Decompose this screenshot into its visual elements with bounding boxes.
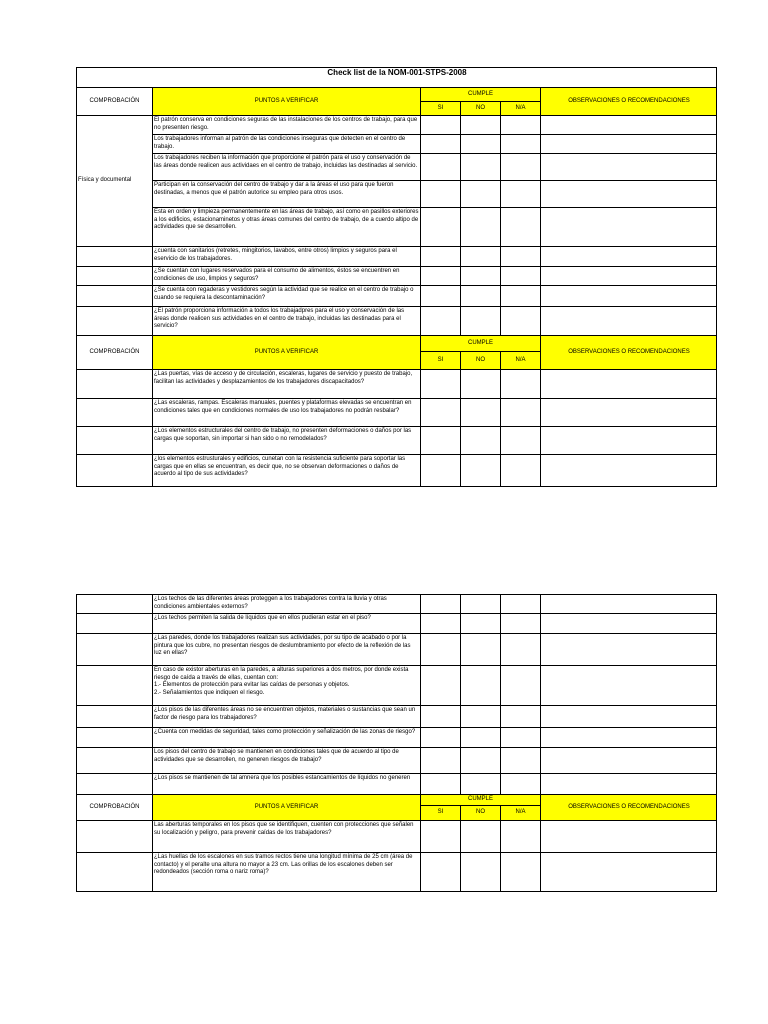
si-cell[interactable]	[420, 306, 460, 335]
comprobacion-cell	[76, 747, 152, 773]
na-cell[interactable]	[500, 134, 540, 153]
cumple-header: CUMPLE	[420, 87, 540, 101]
observaciones-cell[interactable]	[540, 180, 717, 207]
na-cell[interactable]	[500, 594, 540, 613]
question-text: ¿Los pisos de las diferentes áreas no se encuentren objetos, materiales o sustancias que sean un factor de riesgo para los trabajadores?	[152, 705, 420, 727]
question-text: ¿Se cuenta con regaderas y vestidores según la actividad que se realice en el centro de trabajo o cuando se requiera la descontaminación?	[152, 285, 420, 306]
no-header: NO	[460, 805, 500, 820]
observaciones-header: OBSERVACIONES O RECOMENDACIONES	[540, 335, 717, 369]
question-text: ¿Las paredes, donde los trabajadores realizan sus actividades, por su tipo de acabado o por la pintura que los cubre, no presentan riesgos de deslumbramiento por efecto de la reflexión de las luz en ellas?	[152, 633, 420, 665]
comprobacion-cell	[76, 426, 152, 454]
si-cell[interactable]	[420, 207, 460, 246]
no-cell[interactable]	[460, 613, 500, 633]
no-cell[interactable]	[460, 266, 500, 285]
no-cell[interactable]	[460, 115, 500, 134]
question-text: Participan en la conservación del centro de trabajo y dar a la áreas el uso para que fueron destinadas, a menos que el patrón autorice su empleo para otros usos.	[152, 180, 420, 207]
comprobacion-cell	[76, 246, 152, 266]
no-cell[interactable]	[460, 153, 500, 180]
no-cell[interactable]	[460, 246, 500, 266]
na-cell[interactable]	[500, 426, 540, 454]
na-cell[interactable]	[500, 727, 540, 747]
cumple-header: CUMPLE	[420, 794, 540, 805]
question-text: ¿Los pisos se mantienen de tal amnera que los posibles estancamientos de líquidos no generen	[152, 773, 420, 794]
question-text: ¿los elementos estrusturales y edificios, cunetan con la resistencia suficiente para soportar las cargas que en ellas se encuentran, es decir que, no se observan deformaciones o daños de acuerdo al tipo de sus actividades?	[152, 454, 420, 487]
na-cell[interactable]	[500, 285, 540, 306]
na-cell[interactable]	[500, 398, 540, 426]
question-text: Las aberturas temporales en los pisos que se identifiquen, cuenten con protecciones que señalen su localización y peligro, para prevenir caídas de los trabajadores?	[152, 820, 420, 852]
si-cell[interactable]	[420, 398, 460, 426]
observaciones-cell[interactable]	[540, 633, 717, 665]
na-cell[interactable]	[500, 613, 540, 633]
question-text: Esta en orden y limpieza permanentemente en las áreas de trabajo, así como en pasillos exteriores a los edificios, estacionaminetos y otras áreas comunes del centro de trabajo, de a cuerdo altipo de actividades que se desarrollen.	[152, 207, 420, 246]
si-cell[interactable]	[420, 665, 460, 705]
question-text: ¿cuenta con sanitarios (retretes, mingitorios, lavabos, entre otros) limpios y seguros para el eservicio de los trabajadores.	[152, 246, 420, 266]
na-cell[interactable]	[500, 246, 540, 266]
si-cell[interactable]	[420, 727, 460, 747]
observaciones-cell[interactable]	[540, 153, 717, 180]
no-cell[interactable]	[460, 454, 500, 487]
si-cell[interactable]	[420, 454, 460, 487]
si-header: SI	[420, 351, 460, 369]
si-cell[interactable]	[420, 773, 460, 794]
no-cell[interactable]	[460, 852, 500, 892]
observaciones-cell[interactable]	[540, 773, 717, 794]
no-cell[interactable]	[460, 207, 500, 246]
si-cell[interactable]	[420, 705, 460, 727]
si-cell[interactable]	[420, 594, 460, 613]
cumple-header: CUMPLE	[420, 335, 540, 351]
question-text: Los pisos del centro de trabajo se mantienen en condiciones tales que de acuerdo al tipo de actividades que se desarrollen, no generen riesgos de trabajo?	[152, 747, 420, 773]
comprobacion-cell	[76, 398, 152, 426]
na-cell[interactable]	[500, 153, 540, 180]
comprobacion-header: COMPROBACIÓN	[76, 794, 152, 820]
na-cell[interactable]	[500, 180, 540, 207]
observaciones-cell[interactable]	[540, 594, 717, 613]
comprobacion-cell	[76, 820, 152, 852]
na-cell[interactable]	[500, 705, 540, 727]
no-cell[interactable]	[460, 705, 500, 727]
no-header: NO	[460, 351, 500, 369]
question-text: ¿Los elementos estructurales del centro de trabajo, no presenten deformaciones o daños por las cargas que soportan, sin importar si han sido o no remodelados?	[152, 426, 420, 454]
na-cell[interactable]	[500, 369, 540, 398]
question-text: Los trabajadores reciben la información que proporcione el patrón para el uso y conservación de las áreas donde realicen aus actividaes en el centro de trabajo, incluidas las destinadas al servicio.	[152, 153, 420, 180]
comprobacion-cell	[76, 613, 152, 633]
observaciones-cell[interactable]	[540, 266, 717, 285]
na-header: N/A	[500, 351, 540, 369]
comprobacion-cell	[76, 852, 152, 892]
si-cell[interactable]	[420, 852, 460, 892]
observaciones-cell[interactable]	[540, 306, 717, 335]
comprobacion-cell	[76, 705, 152, 727]
no-cell[interactable]	[460, 180, 500, 207]
comprobacion-cell	[76, 369, 152, 398]
question-text: El patrón conserva en condiciones seguras de las instalaciones de los centros de trabajo, para que no presenten riesgo.	[152, 115, 420, 134]
observaciones-cell[interactable]	[540, 454, 717, 487]
observaciones-cell[interactable]	[540, 285, 717, 306]
na-cell[interactable]	[500, 454, 540, 487]
observaciones-cell[interactable]	[540, 134, 717, 153]
no-cell[interactable]	[460, 398, 500, 426]
observaciones-cell[interactable]	[540, 369, 717, 398]
no-cell[interactable]	[460, 134, 500, 153]
na-cell[interactable]	[500, 207, 540, 246]
observaciones-cell[interactable]	[540, 115, 717, 134]
comprobacion-cell	[76, 773, 152, 794]
no-cell[interactable]	[460, 727, 500, 747]
na-cell[interactable]	[500, 747, 540, 773]
question-text: Los trabajadores informan al patrón de las condiciones inseguras que detecten en el centro de trabajo.	[152, 134, 420, 153]
comprobacion-cell	[76, 454, 152, 487]
na-cell[interactable]	[500, 306, 540, 335]
checklist-title	[76, 67, 717, 87]
si-cell[interactable]	[420, 633, 460, 665]
observaciones-cell[interactable]	[540, 246, 717, 266]
observaciones-cell[interactable]	[540, 207, 717, 246]
observaciones-cell[interactable]	[540, 727, 717, 747]
na-header: N/A	[500, 805, 540, 820]
puntos-header: PUNTOS A VERIFICAR	[152, 794, 420, 820]
comprobacion-header: COMPROBACIÓN	[76, 335, 152, 369]
observaciones-header: OBSERVACIONES O RECOMENDACIONES	[540, 794, 717, 820]
comprobacion-cell	[76, 285, 152, 306]
si-header: SI	[420, 805, 460, 820]
si-cell[interactable]	[420, 369, 460, 398]
si-cell[interactable]	[420, 153, 460, 180]
comprobacion-cell	[76, 306, 152, 335]
na-cell[interactable]	[500, 820, 540, 852]
na-cell[interactable]	[500, 266, 540, 285]
puntos-header: PUNTOS A VERIFICAR	[152, 87, 420, 115]
observaciones-cell[interactable]	[540, 398, 717, 426]
no-cell[interactable]	[460, 773, 500, 794]
si-cell[interactable]	[420, 747, 460, 773]
no-cell[interactable]	[460, 747, 500, 773]
question-text: ¿El patrón proporciona información a todos los trabajadpres para el uso y conservación de las áreas donde realicen sus actividades en el centro de trabajo, incluidas las destinadas para el servicio?	[152, 306, 420, 335]
observaciones-cell[interactable]	[540, 852, 717, 892]
comprobacion-cell	[76, 594, 152, 613]
na-header: N/A	[500, 101, 540, 115]
category-label: Física y documental	[76, 115, 152, 246]
comprobacion-cell	[76, 633, 152, 665]
observaciones-cell[interactable]	[540, 426, 717, 454]
observaciones-header: OBSERVACIONES O RECOMENDACIONES	[540, 87, 717, 115]
question-text: ¿Cuenta con medidas de seguridad, tales como protección y señalización de las zonas de riesgo?	[152, 727, 420, 747]
na-cell[interactable]	[500, 773, 540, 794]
na-cell[interactable]	[500, 115, 540, 134]
comprobacion-cell	[76, 266, 152, 285]
question-text: ¿Las escaleras, rampas. Escaleras manuales, puentes y plataformas elevadas se encuentran en condiciones tales que en condiciones normales de uso los trabajadores no podrán resbalar?	[152, 398, 420, 426]
question-text: ¿Las huellas de los escalones en sus tramos rectos tiene una longitud mínima de 25 cm (área de contacto) y el peralte una altura no mayor a 23 cm. Las orillas de los escalones deben ser redondeados (sección roma o nariz roma)?	[152, 852, 420, 892]
si-cell[interactable]	[420, 134, 460, 153]
si-cell[interactable]	[420, 180, 460, 207]
observaciones-cell[interactable]	[540, 613, 717, 633]
na-cell[interactable]	[500, 852, 540, 892]
na-cell[interactable]	[500, 633, 540, 665]
si-cell[interactable]	[420, 426, 460, 454]
observaciones-cell[interactable]	[540, 747, 717, 773]
no-cell[interactable]	[460, 285, 500, 306]
si-cell[interactable]	[420, 285, 460, 306]
comprobacion-cell	[76, 665, 152, 705]
observaciones-cell[interactable]	[540, 820, 717, 852]
no-cell[interactable]	[460, 426, 500, 454]
title-text: Check list de la NOM-001-STPS-2008	[327, 68, 467, 77]
na-cell[interactable]	[500, 665, 540, 705]
no-cell[interactable]	[460, 369, 500, 398]
question-text: ¿Las puertas, vías de acceso y de circulación, escaleras, lugares de servicio y puesto de trabajo, facilitan las actividades y desplazamientos de los trabajadores discapacitados?	[152, 369, 420, 398]
no-cell[interactable]	[460, 633, 500, 665]
comprobacion-cell	[76, 727, 152, 747]
observaciones-cell[interactable]	[540, 665, 717, 705]
question-text: ¿Los techos de las diferentes áreas proteggen a los trabajadores contra la lluvia y otras condiciones ambientales externos?	[152, 594, 420, 613]
si-cell[interactable]	[420, 613, 460, 633]
no-cell[interactable]	[460, 820, 500, 852]
si-cell[interactable]	[420, 820, 460, 852]
question-text: En caso de existor aberturas en la paredes, a alturas superiores a dos metros, por donde exista riesgo de caída a través de ellas, cuentan con: 1.- Elementos de protección para evitar las caídas de personas y objetos. 2.- Señalamientos que indiquen el riesgo.	[152, 665, 420, 705]
si-cell[interactable]	[420, 246, 460, 266]
no-cell[interactable]	[460, 306, 500, 335]
question-text: ¿Los techos permiten la salida de líquidos que en ellos pudieran estar en el piso?	[152, 613, 420, 633]
si-cell[interactable]	[420, 115, 460, 134]
no-cell[interactable]	[460, 665, 500, 705]
comprobacion-header: COMPROBACIÓN	[76, 87, 152, 115]
no-cell[interactable]	[460, 594, 500, 613]
si-cell[interactable]	[420, 266, 460, 285]
puntos-header: PUNTOS A VERIFICAR	[152, 335, 420, 369]
si-header: SI	[420, 101, 460, 115]
no-header: NO	[460, 101, 500, 115]
question-text: ¿Se cuentan con lugares reservados para el consumo de alimentos, éstos se encuentren en condiciones de uso, limpios y seguros?	[152, 266, 420, 285]
observaciones-cell[interactable]	[540, 705, 717, 727]
